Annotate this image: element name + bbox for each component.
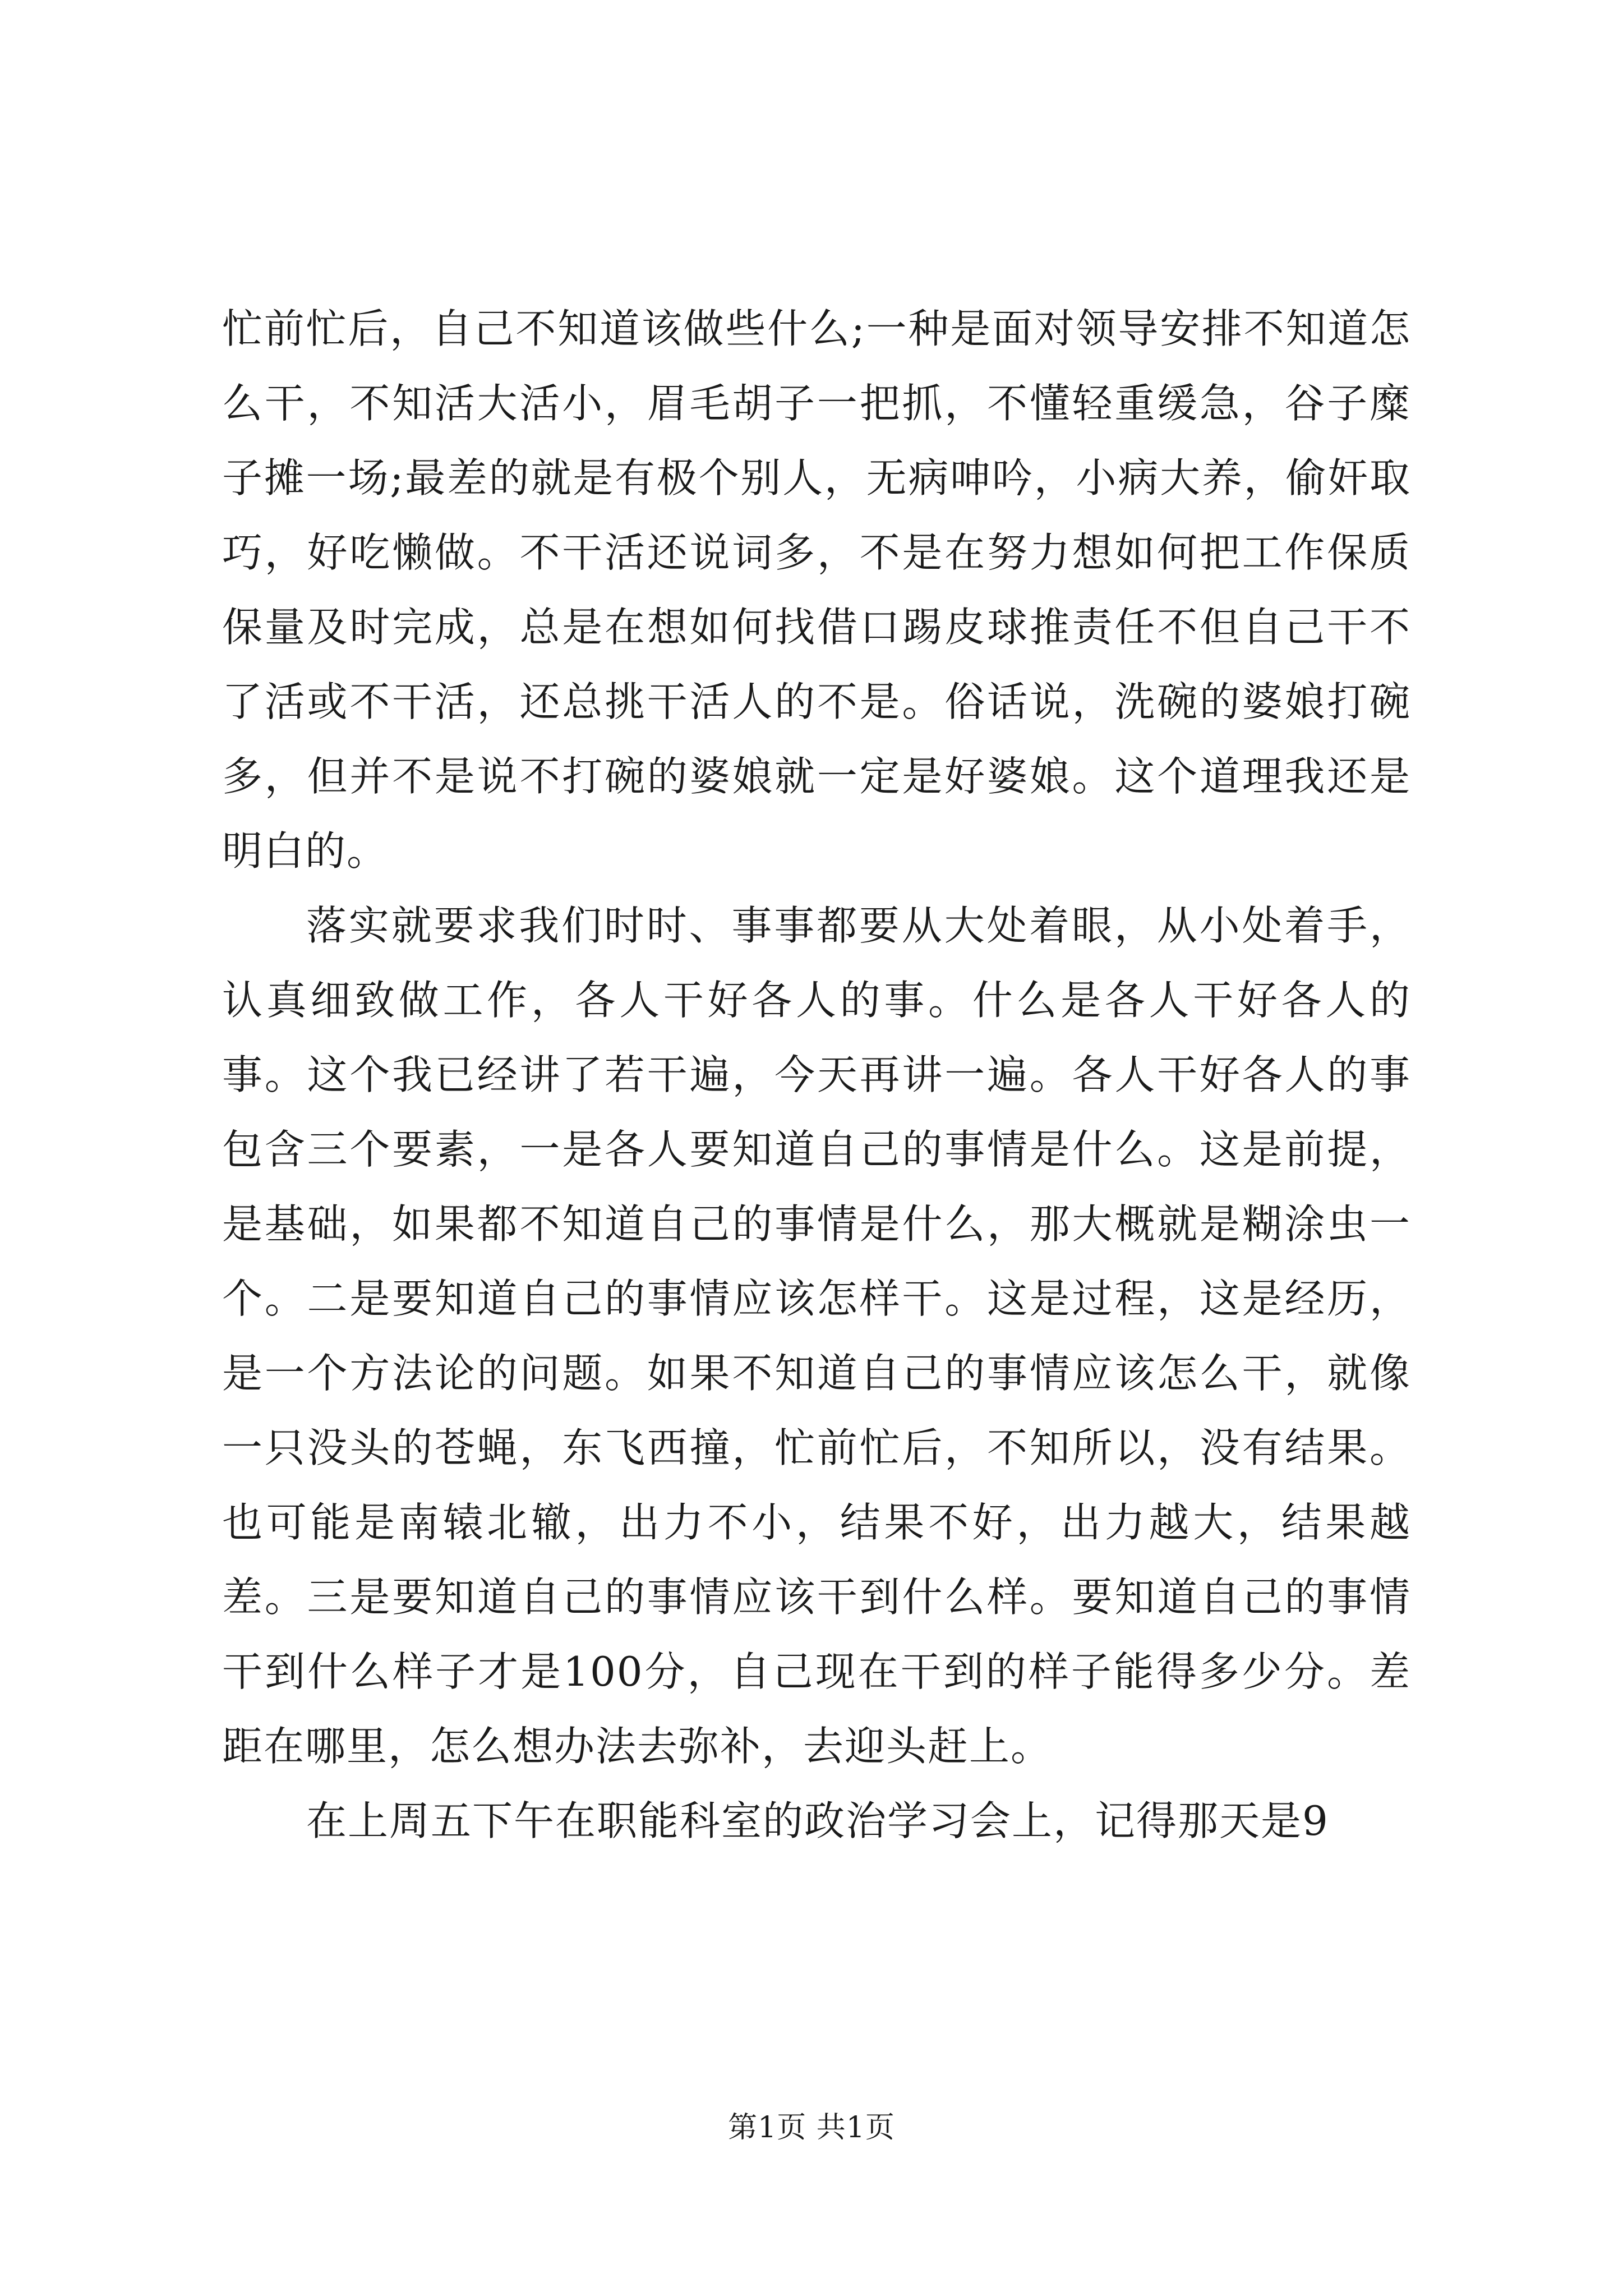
paragraph-1: 忙前忙后，自己不知道该做些什么;一种是面对领导安排不知道怎么干，不知活大活小，眉毛胡子一把抓，不懂轻重缓急，谷子糜子摊一场;最差的就是有极个别人，无病呻吟，小病大养，偷奸取巧，好吃懒做。不干活还说词多，不是在努力想如何把工作保质保量及时完成，总是在想如何找借口踢皮球推责任不但自己干不了活或不干活，还总挑干活人的不是。俗话说，洗碗的婆娘打碗多，但并不是说不打碗的婆娘就一定是好婆娘。这个道理我还是明白的。 [222, 305, 1411, 875]
paragraph-3: 在上周五下午在职能科室的政治学习会上，记得那天是9 [306, 1797, 1329, 1844]
document-body [222, 292, 1411, 1858]
paragraph-2: 落实就要求我们时时、事事都要从大处着眼，从小处着手，认真细致做工作，各人干好各人的事。什么是各人干好各人的事。这个我已经讲了若干遍，今天再讲一遍。各人干好各人的事包含三个要素，一是各人要知道自己的事情是什么。这是前提，是基础，如果都不知道自己的事情是什么，那大概就是糊涂虫一个。二是要知道自己的事情应该怎样干。这是过程，这是经历，是一个方法论的问题。如果不知道自己的事情应该怎么干，就像一只没头的苍蝇，东飞西撞，忙前忙后，不知所以，没有结果。也可能是南辕北辙，出力不小，结果不好，出力越大，结果越差。三是要知道自己的事情应该干到什么样。要知道自己的事情干到什么样子才是100分，自己现在干到的样子能得多少分。差距在哪里，怎么想办法去弥补，去迎头赶上。 [222, 902, 1411, 1770]
page-footer: 第1页 共1页 [728, 2111, 895, 2145]
